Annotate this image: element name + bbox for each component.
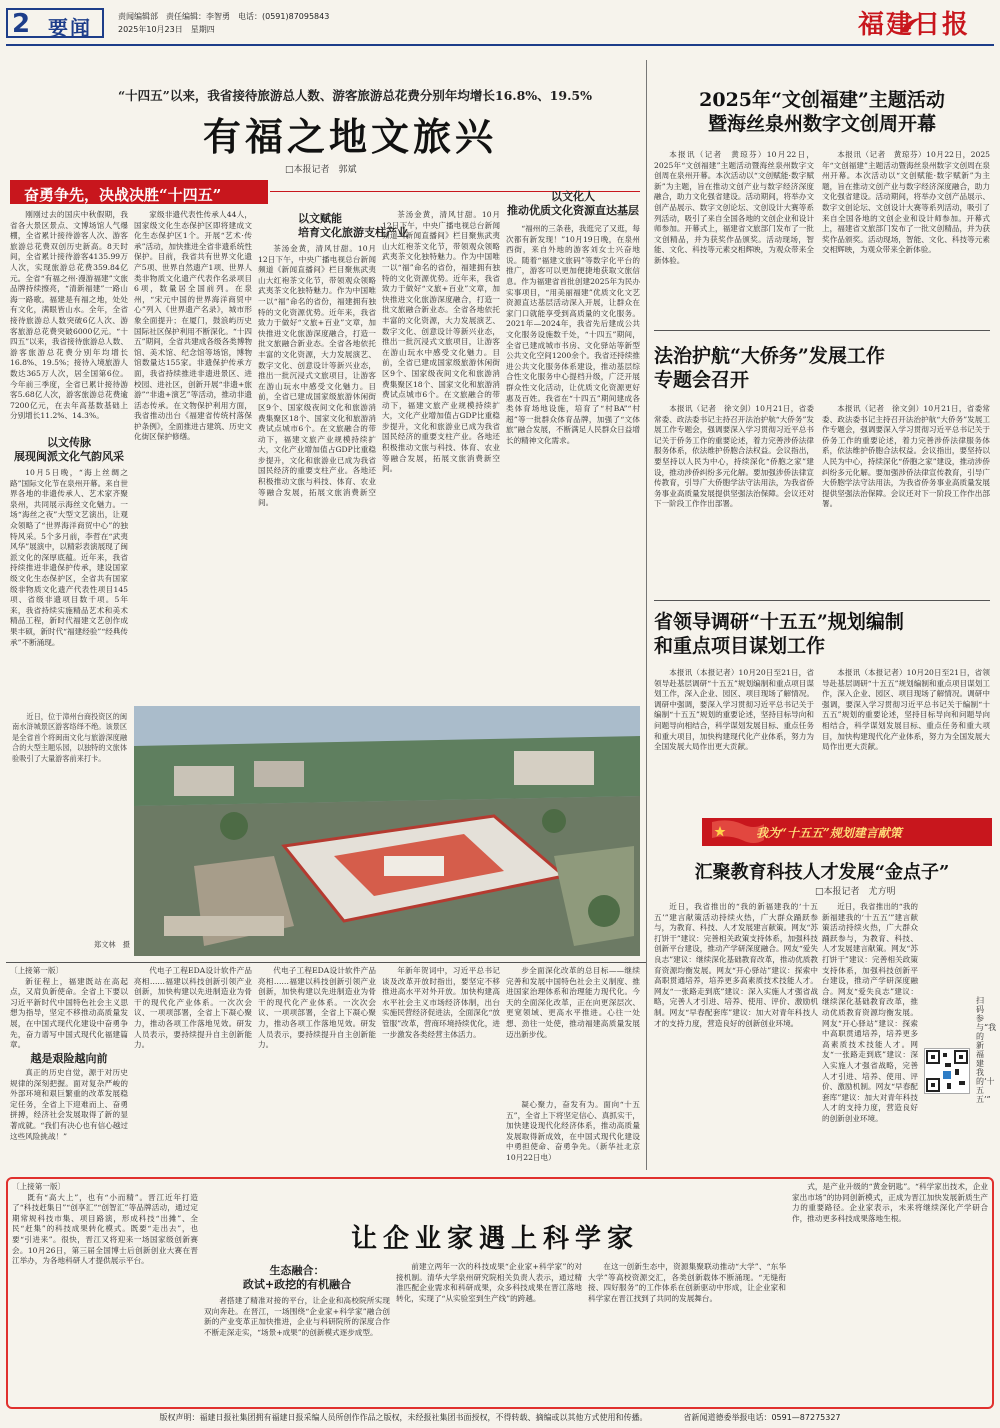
lower-col1-subhead: 越是艰险越向前 [30,1052,108,1065]
story2-col-2: 本报讯（记者 黄琼芬）10月22日，2025年“文创福建”主题活动暨海丝泉州数字文创周在泉州开幕。本次活动以“文创赋能·数字赋新”为主题，旨在推动文创产业与数字经济深度融合，助力文化强省建设。活动期间，将举办文创产品展示、数字文创论坛、文创设计大赛等系列活动，吸引了来自全国各地的文创企业和设计师参加。开幕式上，福建省文旅部门发布了一批文创精品，并为获奖作品颁奖。活动现场，智能、文化、科技等元素交相辉映，为观众带来全新体验。 [822,150,990,255]
main-col3-subhead: 以文赋能 培育文化旅游支柱产业 [298,212,408,239]
bottom-intro-tag: 〔上接第一版〕 [12,1182,66,1191]
lower-col-2b: 代电子工程EDA设计软件产品亮相……福建以科技创新引领产业创新，加快构建以先进制造业为骨干的现代化产业体系。一次次会议、一项项部署，全省上下凝心聚力，推动各项工作落地见效。研发人员表示，要持续提升自主创新能力。 [258,966,376,1050]
lower-intro-tag: 〔上接第一版〕 [10,966,64,975]
main-col-2: 家级非遗代表性传承人44人，国家级文化生态保护区即将建成文化生态保护区1个。开展“艺术·传承”活动，加快推进全省非遗系统性保护。目前，我省共有世界文化遗产5项、世界自然遗产1项、世界人类非物质文化遗产代表作名录项目6项，数量居全国前列。在泉州，“宋元中国的世界海洋商贸中心”列入《世界遗产名录》，城市形象全面提升；在厦门，鼓浪屿历史国际社区保护利用不断深化。“十四五”期间，全省共建成各级各类博物馆、美术馆、纪念馆等场馆，博物馆数量达155家。非遗保护传承方面，我省持续推进非遗进景区、进校园、进社区，创新开展“非遗+旅游”“非遗+演艺”等活动，推动非遗活态传承。在文物保护利用方面，我省推动出台《福建省传统村落保护条例》，全面推进古建筑、历史文化街区保护修缮。 [134,210,252,442]
story2-rule [654,330,990,331]
qr-label: 扫码参与“我的新福建我的‘十五五’” [976,996,997,1104]
main-col-1: 刚刚过去的国庆中秋假期，我省各大景区景点、文博场馆人气爆棚，全省累计接待游客人次、游客旅游总花费双创历史新高。8天时间，全省累计接待游客4135.99万人次，实现旅游总花费359.84亿元。全省“有福之州·漫游福建”文旅品牌持续擦亮，“清新福建”一路山海一路歌。福建是有福之地，处处有文化，满眼皆山水。全年，全省接待旅游总人数突破6亿人次、游客旅游总花费突破6000亿元。“十四五”以来，我省接待旅游总人数、游客旅游总花费分别年均增长16.8%、19.5%；接待入境旅游人数达365万人次，居全国第6位。今年前三季度，全省已累计接待游客5.68亿人次，游客旅游总花费逾7200亿元，在去年高基数基础上分别增长11.2%、14.3%。 [10,210,128,421]
story3-rule [654,600,990,601]
story3-headline: 法治护航“大侨务”发展工作 专题会召开 [654,345,885,391]
story2-headline: 2025年“文创福建”主题活动 暨海丝泉州数字文创周开幕 [699,89,945,135]
story2-col-1: 本报讯（记者 黄琼芬）10月22日，2025年“文创福建”主题活动暨海丝泉州数字文创周在泉州开幕。本次活动以“文创赋能·数字赋新”为主题，旨在推动文创产业与数字经济深度融合，助力文化强省建设。活动期间，将举办文创产品展示、数字文创论坛、文创设计大赛等系列活动，吸引了来自全国各地的文创企业和设计师参加。开幕式上，福建省文旅部门发布了一批文创精品，并为获奖作品颁奖。活动现场，智能、文化、科技等元素交相辉映，为观众带来全新体验。 [654,150,814,265]
story3-col-2: 本报讯（记者 徐文剑）10月21日，省委常委、政法委书记主持召开法治护航“大侨务”发展工作专题会，强调要深入学习贯彻习近平总书记关于侨务工作的重要论述，着力完善涉侨法律服务体系，依法维护侨胞合法权益。会议指出，要坚持以人民为中心，持续深化“侨胞之家”建设，推动涉侨纠纷多元化解。要加强涉侨法律宣传教育，引导广大侨胞学法守法用法，为我省侨务事业高质量发展提供坚强法治保障。会议还对下一阶段工作作出部署。 [822,404,990,509]
story5-byline: □本报记者 尤方明 [815,887,896,897]
story5-banner-text: 我为“十五五”规划建言献策 [756,826,902,840]
header-rule [6,44,994,46]
bottom-col-4: 在这一创新生态中，资源集聚联动推动“大学”、“东华大学”等高校资源交汇，各类创新载体不断涌现。“无缝衔接、四好服务”的工作体系在创新驱动中形成，让企业家和科学家在晋江找到了共同的发展舞台。 [588,1262,786,1303]
aerial-photo [134,706,640,956]
page-number: 2 [12,9,31,39]
main-col-1b: 10月5日晚，“海上丝绸之路”国际文化节在泉州开幕。来自世界各地的非遗传承人、艺术家齐聚泉州，共同展示海丝文化魅力。一场“海丝之夜”大型文艺演出，让观众领略了“世界海洋商贸中心”的独特风采。5个多月前，李哲在“武夷风华”展演中，以精彩表演展现了闽派文化的深厚底蕴。近年来，我省持续推进非遗保护传承，建设国家级文化生态保护区，全省共有国家级非物质文化遗产代表性项目145项、省级非遗项目数千项。5年来，我省持续实施精品艺术和美术精品工程，新时代福建文艺创作成果丰硕，新时代“福建经验”“经典传承”不断涌现。 [10,468,128,647]
lower-col-4b: 凝心聚力，奋发有为。面向“十五五”，全省上下将坚定信心、真抓实干，加快建设现代化经济体系，推动高质量发展取得新成效，在中国式现代化建设中勇担使命、奋勇争先。（新华社北京10月22日电） [506,1100,640,1162]
story3-col-1: 本报讯（记者 徐文剑）10月21日，省委常委、政法委书记主持召开法治护航“大侨务”发展工作专题会，强调要深入学习贯彻习近平总书记关于侨务工作的重要论述，着力完善涉侨法律服务体系，依法维护侨胞合法权益。会议指出，要坚持以人民为中心，持续深化“侨胞之家”建设，推动涉侨纠纷多元化解。要加强涉侨法律宣传教育，引导广大侨胞学法守法用法，为我省侨务事业高质量发展提供坚强法治保障。会议还对下一阶段工作作出部署。 [654,404,814,509]
photo-caption: 近日，位于漳州台商投资区的闽南水浒城景区游客络绎不绝。该景区是全省首个将闽南文化与旅游深度融合的大型主题乐园，以独特的文旅体验吸引了大量游客前来打卡。 [12,712,128,763]
story4-col-2: 本报讯（本报记者）10月20日至21日，省领导赴基层调研“十五五”规划编制和重点项目谋划工作，深入企业、园区、项目现场了解情况。调研中强调，要深入学习贯彻习近平总书记关于编制“十五五”规划的重要论述，坚持目标导向和问题导向相结合，科学谋划发展目标、重点任务和重大项目，加快构建现代化产业体系，努力为全国发展大局作出更大贡献。 [822,668,990,752]
bottom-col2-subhead: 生态融合： 政试+政挖的有机融合 [242,1264,352,1291]
bottom-col-1: 〔上接第一版〕 既有“高大上”，也有“小而精”。晋江近年打造了“科技赶集日”“创享汇”“创智汇”等品牌活动，通过定期常规科技市集、项目路演，形成科技“出摊”、全民“赶集”的科技成果转化模式。既要“走出去”，也要“引进来”。很快，晋江又将迎来一场国家级创新赛会。10月26日，第三届全国博士后创新创业大赛在晋江举办，为各地科研人才提供展示平台。 [12,1182,198,1266]
bottom-headline: 让企业家遇上科学家 [350,1224,639,1254]
section-name: 要闻 [48,16,92,40]
column-divider [646,60,647,1170]
lower-col-1b: 真正的历史自觉，源于对历史规律的深刻把握。面对复杂严峻的外部环境和艰巨繁重的改革发展稳定任务，全省上下迎难而上、奋勇拼搏，经济社会发展取得了新的显著成就。“我们有决心也有信心越过这些风险挑战！” [10,1068,128,1141]
story4-headline: 省领导调研“十五五”规划编制 和重点项目谋划工作 [654,611,904,657]
bottom-col-2: 生态融合： 政试+政挖的有机融合 者搭建了精准对接的平台，让企业和高校院所实现双向奔赴。在晋江，一场围绕“企业家+科学家”融合创新的产业变革正加快推进，企业与科研院所的深度合作不断走深走实，“场景+成果”的创新模式逐步成型。 [204,1264,390,1337]
main-col-3: 茶汤金黄，清风甘甜。10月12日下午，中央广播电视总台新闻频道《新闻直播间》栏目聚焦武夷山大红袍茶文化节，带领观众领略武夷茶文化独特魅力。作为中国唯一以“福”命名的省份，福建拥有独特的文化资源优势。近年来，我省致力于做好“文旅+百业”文章，加快推进文化旅游深度融合，打造一批文旅融合新业态。全省各地依托丰富的文化资源，大力发展演艺、数字文化、创意设计等新兴业态，推出一批沉浸式文旅项目，让游客在游山玩水中感受文化魅力。目前，全省已建成国家级旅游休闲街区9个、国家级夜间文化和旅游消费集聚区18个、国家文化和旅游消费试点城市6个。在文旅融合的带动下，福建文旅产业规模持续扩大，文化产业增加值占GDP比重稳步提升，文化和旅游业已成为我省国民经济的重要支柱产业。各地还积极推动文旅与科技、体育、农业等融合发展，拓展文旅消费新空间。 [258,244,376,508]
story5-col-1: 近日，我省推出的“我的新福建我的‘十五五’”建言献策活动持续火热，广大群众踊跃参与，为教育、科技、人才发展建言献策。网友“苏打饼干”建议：完善相关政策支持体系，加强科技创新平台建设，推动产学研深度融合。网友“爱失良志”建议：继续深化基础教育改革，推动优质教育资源均衡发展。网友“开心驿站”建议：探索中高职贯通培养，培养更多高素质技术技能人才。网友“一张路走到底”建议：深入实施人才强省战略，完善人才引进、培养、使用、评价、激励机制。网友“早春配套库”建议：加大对青年科技人才的支持力度，营造良好的创新创业环境。 [654,902,818,1028]
lower-col-2: 代电子工程EDA设计软件产品亮相……福建以科技创新引领产业创新，加快构建以先进制造业为骨干的现代化产业体系。一次次会议、一项项部署，全省上下凝心聚力，推动各项工作落地见效。研发人员表示，要持续提升自主创新能力。 [134,966,252,1050]
main-byline: □本报记者 郭斌 [285,165,357,175]
qr-code-icon[interactable] [924,1048,970,1094]
editor-line: 责闻编辑部 责任编辑：李智勇 电话：(0591)87095843 [118,12,330,21]
lower-col-4: 步全面深化改革的总目标——继续完善和发展中国特色社会主义制度、推进国家治理体系和治理能力现代化。今天的全面深化改革，正在向更深层次、更宽领域、更高水平推进。心往一处想、劲往一处使，推动福建高质量发展迈出新步伐。 [506,966,640,1039]
photo-credit: 郑文林 摄 [94,940,130,949]
bottom-col-5: 式，是产业升级的“黄金钥匙”。“科学家出技术，企业家出市场”的协同创新模式，正成为晋江加快发展新质生产力的重要路径。企业家表示，未来将继续深化产学研合作，推动更多科技成果落地生根。 [792,1182,988,1223]
bottom-col-3: 前建立两年一次的科技成果“企业家+科学家”的对接机制。清华大学泉州研究院相关负责人表示，通过精准匹配企业需求和科研成果，众多科技成果在晋江落地转化，实现了“从实验室到生产线”的跨越。 [396,1262,582,1303]
main-col-4: “福州的三条巷，我逛完了又逛，每次都有新发现！”10月19日晚，在泉州西街，来自外地的游客刘女士兴奋地说。随着“福建文旅码”等数字化平台的推广，游客可以更加便捷地获取文旅信息。作为福建省首批创建2025年为民办实事项目，“用美丽福建”优质文化文艺资源直达基层活动深入开展，让群众在家门口就能享受到高质量的文化服务。2021年—2024年，我省先后建成公共文化服务设施数千处，“十四五”期间，全省已建成城市书房、文化驿站等新型公共文化空间1200余个。我省还持续推进公共文化服务体系建设，推动基层综合性文化服务中心提档升级，广泛开展群众性文化活动，让优质文化资源更好惠及百姓。我省在“十四五”期间建成各类体育场地设施，培育了“村BA”“村超”等一批群众体育品牌，加强了“文体旅”融合发展，不断满足人民群众日益增长的精神文化需求。 [506,224,640,445]
newspaper-logo: 福建日报 [857,10,970,40]
issue-date: 2025年10月23日 星期四 [118,25,215,34]
main-headline: 有福之地文旅兴 [202,114,497,159]
lower-col-3: 年新年贺词中，习近平总书记谈及改革开放时指出，要坚定不移推进高水平对外开放。加快构建高水平社会主义市场经济体制，出台实施民营经济促进法，全面深化“放管服”改革，营商环境持续优化，进一步激发各类经营主体活力。 [382,966,500,1039]
story5-banner [702,818,992,846]
story5-headline: 汇聚教育科技人才发展“金点子” [694,862,950,883]
story5-col-2: 近日，我省推出的“我的新福建我的‘十五五’”建言献策活动持续火热，广大群众踊跃参与，为教育、科技、人才发展建言献策。网友“苏打饼干”建议：完善相关政策支持体系，加强科技创新平台建设，推动产学研深度融合。网友“爱失良志”建议：继续深化基础教育改革，推动优质教育资源均衡发展。网友“开心驿站”建议：探索中高职贯通培养，培养更多高素质技术技能人才。网友“一张路走到底”建议：深入实施人才强省战略，完善人才引进、培养、使用、评价、激励机制。网友“早春配套库”建议：加大对青年科技人才的支持力度，营造良好的创新创业环境。 [822,902,918,1123]
main-banner: 奋勇争先，决战决胜“十四五” [10,180,268,204]
lower-col-1: 〔上接第一版〕 新征程上，福建既站在高起点，又肩负新使命。全省上下要以习近平新时代中国特色社会主义思想为指导，坚定不移推动高质量发展，在中国式现代化建设中奋勇争先，奋力谱写中国式现代化福建篇章。 [10,966,128,1050]
main-kicker: “十四五”以来，我省接待旅游总人数、游客旅游总花费分别年均增长16.8%、19.5% [117,88,593,103]
lower-rule [6,962,646,963]
main-col1-subhead: 以文传脉 展现闽派文化气韵风采 [14,436,124,463]
main-col-3b: 茶汤金黄，清风甘甜。10月12日下午，中央广播电视总台新闻频道《新闻直播间》栏目聚焦武夷山大红袍茶文化节，带领观众领略武夷茶文化独特魅力。作为中国唯一以“福”命名的省份，福建拥有独特的文化资源优势。近年来，我省致力于做好“文旅+百业”文章，加快推进文化旅游深度融合，打造一批文旅融合新业态。全省各地依托丰富的文化资源，大力发展演艺、数字文化、创意设计等新兴业态，推出一批沉浸式文旅项目，让游客在游山玩水中感受文化魅力。目前，全省已建成国家级旅游休闲街区9个、国家级夜间文化和旅游消费集聚区18个、国家文化和旅游消费试点城市6个。在文旅融合的带动下，福建文旅产业规模持续扩大，文化产业增加值占GDP比重稳步提升，文化和旅游业已成为我省国民经济的重要支柱产业。各地还积极推动文旅与科技、体育、农业等融合发展，拓展文旅消费新空间。 [382,210,500,474]
main-col4-subhead: 以文化人 推动优质文化资源直达基层 [507,190,639,217]
footer-copyright: 版权声明：福建日报社集团拥有福建日报采编人员所创作作品之版权，未经报社集团书面授权，不得转载、摘编或以其他方式使用和传播。 省新闻道德委举报电话：0591—87275327 [159,1413,841,1422]
story4-col-1: 本报讯（本报记者）10月20日至21日，省领导赴基层调研“十五五”规划编制和重点项目谋划工作，深入企业、园区、项目现场了解情况。调研中强调，要深入学习贯彻习近平总书记关于编制“十五五”规划的重要论述，坚持目标导向和问题导向相结合，科学谋划发展目标、重点任务和重大项目，加快构建现代化产业体系，努力为全国发展大局作出更大贡献。 [654,668,814,752]
